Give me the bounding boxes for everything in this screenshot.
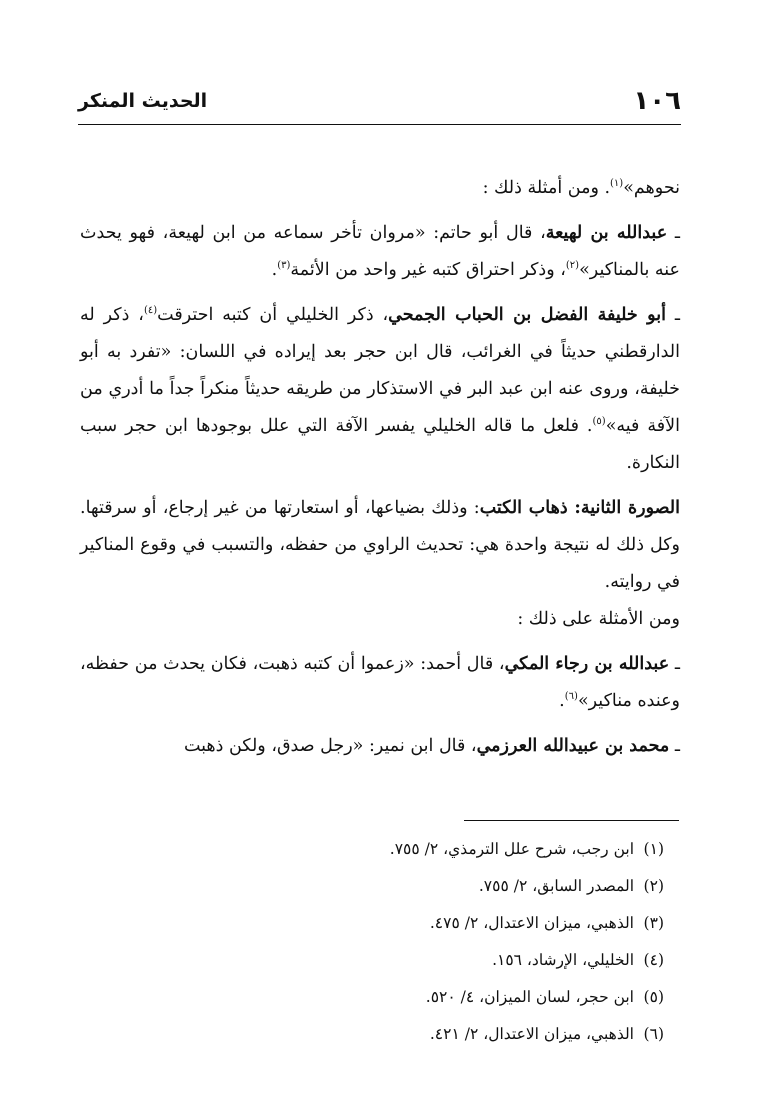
list-dash: ـ bbox=[669, 736, 680, 756]
footnote-item bbox=[80, 838, 664, 860]
footnote-ref-2: (٢) bbox=[565, 260, 580, 272]
footnote-item bbox=[80, 1023, 664, 1045]
list-dash: ـ bbox=[669, 654, 680, 674]
narrator-name: محمد بن عبيدالله العرزمي bbox=[476, 736, 670, 756]
paragraph-text: نحوهم» bbox=[623, 178, 680, 198]
paragraph-text: ، قال أحمد: «زعموا أن كتبه ذهبت، فكان يحدث من حفظه، وعنده مناكير» bbox=[80, 654, 680, 711]
narrator-name: عبدالله بن رجاء المكي bbox=[504, 654, 670, 674]
footnote-item bbox=[80, 986, 664, 1008]
paragraph-ibn-lahia bbox=[80, 215, 680, 289]
paragraph-text: . bbox=[271, 260, 278, 280]
page-number: ١٠٦ bbox=[633, 86, 681, 116]
footnote-item bbox=[80, 912, 664, 934]
paragraph-text: ، ذكر له الدارقطني حديثاً في الغرائب، قال ابن حجر بعد إيراده في اللسان: «تفرد به أبو خليفة، وروى عنه ابن عبد البر في الاستذكار من طريقه حديثاً منكراً جداً ما أدري من الآفة فيه» bbox=[80, 305, 680, 436]
footnote-item bbox=[80, 875, 664, 897]
footnote-item bbox=[80, 949, 664, 971]
paragraph-text: . bbox=[559, 691, 565, 711]
footnote-text: ابن حجر، لسان الميزان، ٤/ ٥٢٠. bbox=[425, 988, 634, 1006]
section-label: الصورة الثانية: ذهاب الكتب bbox=[479, 498, 681, 518]
footnote-text: ابن رجب، شرح علل الترمذي، ٢/ ٧٥٥. bbox=[389, 840, 634, 858]
footnote-number: (٤) bbox=[643, 951, 664, 969]
paragraph-text: ، قال ابن نمير: «رجل صدق، ولكن ذهبت bbox=[183, 736, 477, 756]
paragraph-examples-intro bbox=[80, 601, 680, 638]
footnotes-list bbox=[80, 838, 664, 1060]
header-divider bbox=[78, 124, 681, 125]
footnote-ref-3: (٣) bbox=[277, 260, 291, 272]
paragraph-text: ، قال أبو حاتم: «مروان تأخر سماعه من ابن لهيعة، فهو يحدث عنه بالمناكير» bbox=[80, 223, 680, 280]
paragraph-abu-khalifa bbox=[80, 297, 680, 482]
footnote-number: (٢) bbox=[643, 877, 664, 895]
paragraph-ibn-raja bbox=[80, 646, 680, 720]
list-dash: ـ bbox=[665, 305, 680, 325]
footnote-number: (٦) bbox=[643, 1025, 664, 1043]
running-header bbox=[78, 86, 681, 126]
footnote-ref-4: (٤) bbox=[143, 305, 158, 317]
footnote-text: الذهبي، ميزان الاعتدال، ٢/ ٤٧٥. bbox=[429, 914, 634, 932]
paragraph-text: . ومن أمثلة ذلك : bbox=[482, 178, 611, 198]
body-text bbox=[80, 170, 680, 765]
paragraph-second-form bbox=[80, 490, 680, 601]
footnote-number: (١) bbox=[643, 840, 664, 858]
paragraph-arzami bbox=[80, 728, 680, 765]
narrator-name: عبدالله بن لهيعة bbox=[545, 223, 668, 243]
footnote-text: المصدر السابق، ٢/ ٧٥٥. bbox=[478, 877, 634, 895]
paragraph-intro bbox=[80, 170, 680, 207]
narrator-name: أبو خليفة الفضل بن الحباب الجمحي bbox=[388, 305, 666, 325]
running-title: الحديث المنكر bbox=[78, 90, 208, 112]
footnote-ref-1: (١) bbox=[610, 178, 624, 190]
list-dash: ـ bbox=[667, 223, 680, 243]
footnote-text: الخليلي، الإرشاد، ١٥٦. bbox=[492, 951, 634, 969]
footnote-number: (٣) bbox=[643, 914, 664, 932]
paragraph-text: : وذلك بضياعها، أو استعارتها من غير إرجاع، أو سرقتها. وكل ذلك له نتيجة واحدة هي: تحديث الراوي من حفظه، والتسبب في وقوع المناكير في روايته. bbox=[80, 498, 680, 592]
footnote-number: (٥) bbox=[643, 988, 664, 1006]
paragraph-text: ، وذكر احتراق كتبه غير واحد من الأئمة bbox=[290, 260, 566, 280]
footnote-text: الذهبي، ميزان الاعتدال، ٢/ ٤٢١. bbox=[429, 1025, 634, 1043]
paragraph-text: ، ذكر الخليلي أن كتبه احترقت bbox=[157, 305, 389, 325]
footnote-ref-6: (٦) bbox=[564, 691, 578, 703]
paragraph-text: . فلعل ما قاله الخليلي يفسر الآفة التي علل بوجودها ابن حجر سبب النكارة. bbox=[80, 416, 680, 473]
footnote-ref-5: (٥) bbox=[592, 416, 606, 428]
footnote-divider bbox=[464, 820, 679, 821]
paragraph-text: ومن الأمثلة على ذلك : bbox=[517, 609, 680, 629]
